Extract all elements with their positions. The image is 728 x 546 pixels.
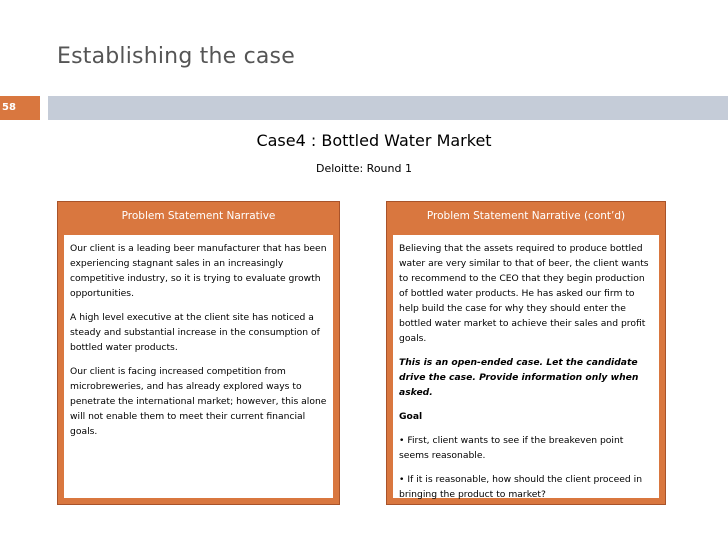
narrative-paragraph: Believing that the assets required to produce bottled water are very similar to that of beer, the client wants to recommend to the CEO that they begin production of bottled water products. He has asked our firm to help build the case for why they should enter the bottled water market to achieve their sales and profit goals. bbox=[399, 243, 649, 344]
narrative-paragraph: Our client is facing increased competition from microbreweries, and has already explored ways to penetrate the international market; however, this alone will not enable them to meet their current financial goals. bbox=[70, 366, 327, 437]
goal-heading: Goal bbox=[399, 411, 423, 422]
page-number-badge bbox=[0, 96, 40, 120]
narrative-paragraph: A high level executive at the client site has noticed a steady and substantial increase in the consumption of bottled water products. bbox=[70, 312, 320, 353]
case-title: Case4 : Bottled Water Market bbox=[256, 131, 492, 150]
panel-header-left: Problem Statement Narrative bbox=[121, 210, 276, 222]
case-note: This is an open-ended case. Let the candidate drive the case. Provide information only when asked. bbox=[399, 357, 639, 398]
header-divider-bar bbox=[48, 96, 728, 120]
problem-statement-panel-left bbox=[57, 201, 340, 505]
page-number: 58 bbox=[2, 102, 16, 113]
problem-statement-panel-right bbox=[386, 201, 666, 505]
panel-header-right: Problem Statement Narrative (cont’d) bbox=[426, 210, 626, 222]
goal-item: • If it is reasonable, how should the client proceed in bringing the product to market? bbox=[399, 474, 643, 500]
slide-title: Establishing the case bbox=[57, 44, 295, 69]
panel-body-right bbox=[393, 235, 659, 498]
goal-item: • First, client wants to see if the breakeven point seems reasonable. bbox=[399, 435, 624, 461]
narrative-paragraph: Our client is a leading beer manufacturer that has been experiencing stagnant sales in an increasingly competitive industry, so it is trying to evaluate growth opportunities. bbox=[70, 243, 327, 299]
case-subtitle: Deloitte: Round 1 bbox=[316, 162, 412, 175]
panel-body-left bbox=[64, 235, 333, 498]
